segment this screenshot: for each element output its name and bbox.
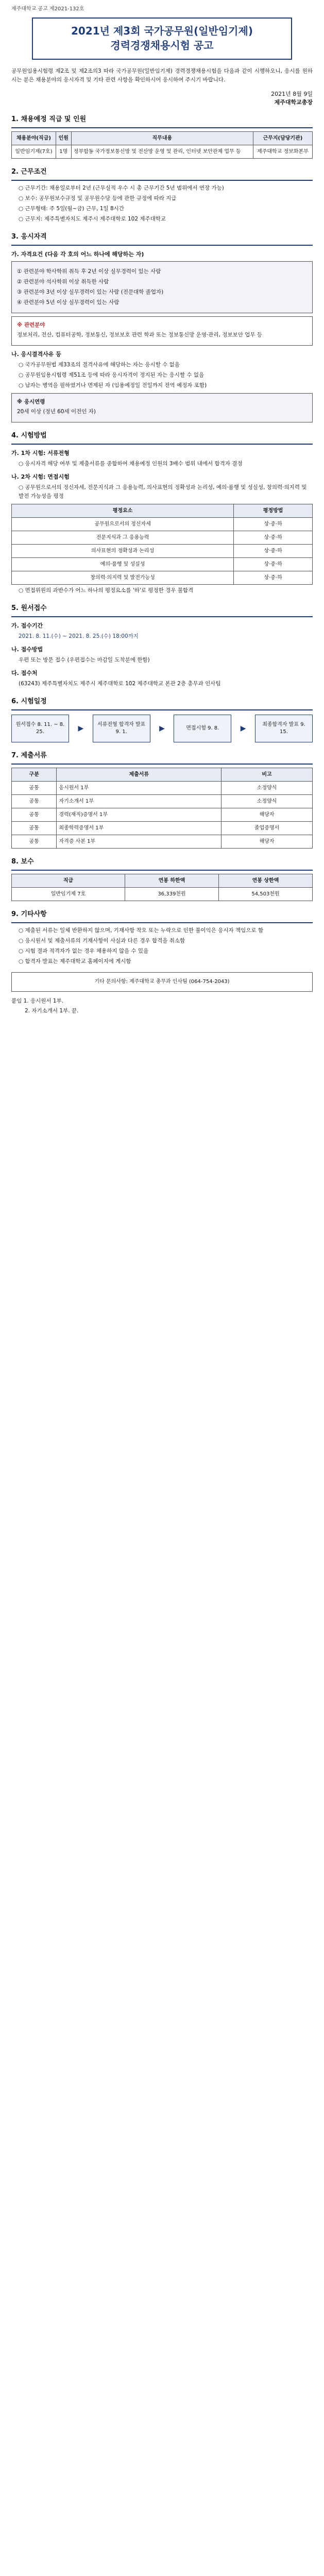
section-bar bbox=[11, 764, 313, 765]
application-method: 우편 또는 방문 접수 (우편접수는 마감일 도착분에 한함) bbox=[19, 657, 150, 663]
section-heading: 1. 채용예정 직급 및 인원 bbox=[11, 115, 87, 123]
list-item: ○ 공무원임용시험령 제51조 등에 따라 응시자격이 정지된 자는 응시할 수 없음 bbox=[19, 372, 204, 378]
table-header: 직급 bbox=[12, 874, 125, 888]
section-other bbox=[11, 908, 313, 966]
table-cell: 졸업증명서 bbox=[221, 822, 313, 835]
salary-table bbox=[11, 874, 313, 901]
list-item: ○ 근무형태: 주 5일(월~금) 근무, 1일 8시간 bbox=[19, 206, 124, 212]
title-line-1: 2021년 제3회 국가공무원(일반임기제) bbox=[71, 25, 253, 37]
list-item: ② 관련분야 석사학위 이상 취득한 사람 bbox=[17, 279, 109, 285]
subsection-heading: 나. 2차 시험: 면접시험 bbox=[11, 473, 70, 480]
schedule-step: 원서접수 8. 11. ~ 8. 25. bbox=[11, 715, 69, 742]
title-line-2: 경력경쟁채용시험 공고 bbox=[110, 39, 214, 52]
table-header: 평정요소 bbox=[12, 504, 234, 518]
list-item: ○ 합격자 발표는 제주대학교 홈페이지에 게시함 bbox=[19, 958, 131, 964]
section-heading: 2. 근무조건 bbox=[11, 168, 47, 176]
table-cell: 자격증 사본 1부 bbox=[57, 835, 221, 849]
contact-text: 기타 문의사항: 제주대학교 총무과 인사팀 (064-754-2043) bbox=[94, 979, 230, 985]
application-place: (63243) 제주특별자치도 제주시 제주대학로 102 제주대학교 본관 2층 총무과 인사팀 bbox=[19, 681, 221, 687]
table-cell: 36,339천원 bbox=[125, 888, 218, 901]
table-cell: 상·중·하 bbox=[234, 518, 313, 531]
section-application bbox=[11, 602, 313, 688]
notice-number: 제주대학교 공고 제2021-132호 bbox=[11, 6, 84, 12]
table-cell: 해당자 bbox=[221, 835, 313, 849]
list-item: ○ 제출된 서류는 일체 반환하지 않으며, 기재사항 착오 또는 누락으로 인한 불이익은 응시자 책임으로 함 bbox=[19, 927, 264, 934]
table-header: 채용분야(직급) bbox=[12, 132, 56, 145]
table-row bbox=[12, 808, 313, 822]
section-bar bbox=[11, 444, 313, 445]
table-row bbox=[12, 822, 313, 835]
table-cell: 1명 bbox=[56, 145, 71, 159]
notice-org: 제주대학교총장 bbox=[274, 99, 313, 106]
contact-box bbox=[11, 972, 313, 992]
section-salary bbox=[11, 856, 313, 901]
documents-table bbox=[11, 768, 313, 849]
table-row bbox=[12, 835, 313, 849]
table-cell: 의사표현의 정확성과 논리성 bbox=[12, 545, 234, 558]
table-cell: 일반임기제 7호 bbox=[12, 888, 125, 901]
subsection-heading: 다. 접수처 bbox=[11, 670, 38, 676]
interview-table bbox=[11, 504, 313, 585]
attachments bbox=[11, 997, 313, 1015]
section-bar bbox=[11, 922, 313, 923]
schedule-step: 면접시험 9. 8. bbox=[174, 715, 231, 742]
table-cell: 일반임기제(7호) bbox=[12, 145, 56, 159]
section-bar bbox=[11, 245, 313, 246]
table-cell: 최종학력증명서 1부 bbox=[57, 822, 221, 835]
positions-table bbox=[11, 131, 313, 159]
table-header: 직무내용 bbox=[71, 132, 253, 145]
list-item: ○ 시험 결과 적격자가 없는 경우 채용하지 않을 수 있음 bbox=[19, 948, 149, 954]
table-header: 근무지(담당기관) bbox=[253, 132, 312, 145]
list-item: ○ 남자는 병역을 필하였거나 면제된 자 (임용예정일 전일까지 전역 예정자 포함) bbox=[19, 382, 207, 388]
section-heading: 4. 시험방법 bbox=[11, 432, 47, 439]
subsection-heading: 나. 응시결격사유 등 bbox=[11, 351, 61, 358]
paragraph: ○ 면접위원의 과반수가 어느 하나의 평정요소를 '하'로 평정한 경우 불합격 bbox=[19, 587, 194, 594]
section-heading: 9. 기타사항 bbox=[11, 910, 47, 918]
table-cell: 공통 bbox=[12, 822, 57, 835]
table-header: 연봉 하한액 bbox=[125, 874, 218, 888]
section-bar bbox=[11, 709, 313, 710]
table-cell: 상·중·하 bbox=[234, 545, 313, 558]
table-row bbox=[12, 571, 313, 585]
section-heading: 6. 시험일정 bbox=[11, 698, 47, 705]
list-item: ○ 근무지: 제주특별자치도 제주시 제주대학로 102 제주대학교 bbox=[19, 216, 166, 222]
table-row bbox=[12, 558, 313, 571]
attachment-item: 2. 자기소개서 1부. 끝. bbox=[25, 1008, 79, 1014]
table-cell: 전문지식과 그 응용능력 bbox=[12, 531, 234, 545]
table-cell: 54,503천원 bbox=[218, 888, 312, 901]
list-item: ③ 관련분야 3년 이상 실무경력이 있는 사람 (전문대학 졸업자) bbox=[17, 289, 164, 295]
intro-text: 공무원임용시험령 제2조 및 제2조의3 따라 국가공무원(일반임기제) 경력경쟁채용시험을 다음과 같이 시행하오니, 응시를 원하시는 분은 채용분야의 응시자격 및 기타 관련 사항을 확인하시어 응시하여 주시기 바랍니다. bbox=[11, 68, 313, 83]
subsection-heading: 가. 1차 시험: 서류전형 bbox=[11, 450, 70, 456]
table-cell: 상·중·하 bbox=[234, 558, 313, 571]
table-cell: 소정양식 bbox=[221, 795, 313, 808]
note-text: 정보처리, 전산, 컴퓨터공학, 정보통신, 정보보호 관련 학과 또는 정보통신망 운영·관리, 정보보안 업무 등 bbox=[17, 332, 262, 338]
note-title: ※ 관련분야 bbox=[17, 322, 45, 328]
list-item: ① 관련분야 학사학위 취득 후 2년 이상 실무경력이 있는 사람 bbox=[17, 268, 161, 275]
note-title: ※ 응시연령 bbox=[17, 399, 45, 405]
attachment-item: 붙임 1. 응시원서 1부. bbox=[11, 998, 64, 1004]
age-note bbox=[11, 393, 313, 422]
arrow-right-icon: ▶ bbox=[159, 724, 165, 733]
subsection-heading: 가. 접수기간 bbox=[11, 622, 43, 629]
table-cell: 창의력·의지력 및 발전가능성 bbox=[12, 571, 234, 585]
table-header: 연봉 상한액 bbox=[218, 874, 312, 888]
table-cell: 상·중·하 bbox=[234, 531, 313, 545]
table-row bbox=[12, 145, 313, 159]
subsection-heading: 나. 접수방법 bbox=[11, 646, 43, 653]
table-header: 인원 bbox=[56, 132, 71, 145]
table-header: 비고 bbox=[221, 768, 313, 782]
section-bar bbox=[11, 870, 313, 871]
section-positions bbox=[11, 113, 313, 159]
section-eligibility bbox=[11, 231, 313, 422]
table-cell: 공통 bbox=[12, 782, 57, 795]
table-cell: 소정양식 bbox=[221, 782, 313, 795]
section-heading: 5. 원서접수 bbox=[11, 604, 47, 612]
title-box bbox=[32, 18, 292, 60]
table-cell: 공통 bbox=[12, 808, 57, 822]
schedule-step: 서류전형 합격자 발표 9. 1. bbox=[93, 715, 150, 742]
table-row bbox=[12, 888, 313, 901]
notice-date: 2021년 8월 9일 bbox=[271, 91, 313, 97]
table-cell: 제주대학교 정보화본부 bbox=[253, 145, 312, 159]
section-exam-method bbox=[11, 430, 313, 595]
table-row bbox=[12, 531, 313, 545]
table-cell: 상·중·하 bbox=[234, 571, 313, 585]
schedule-step: 최종합격자 발표 9. 15. bbox=[255, 715, 313, 742]
table-header: 제출서류 bbox=[57, 768, 221, 782]
table-header: 평정방법 bbox=[234, 504, 313, 518]
list-item: ○ 보수: 공무원보수규정 및 공무원수당 등에 관한 규정에 따라 지급 bbox=[19, 195, 177, 201]
paragraph: ○ 응시자격 해당 여부 및 제출서류를 종합하여 채용예정 인원의 3배수 범위 내에서 합격자 결정 bbox=[19, 461, 243, 467]
table-cell: 해당자 bbox=[221, 808, 313, 822]
table-cell: 응시원서 1부 bbox=[57, 782, 221, 795]
section-documents bbox=[11, 750, 313, 849]
section-conditions bbox=[11, 166, 313, 224]
requirements-box bbox=[11, 261, 313, 313]
section-bar bbox=[11, 127, 313, 128]
table-row bbox=[12, 795, 313, 808]
table-cell: 경력(재직)증명서 1부 bbox=[57, 808, 221, 822]
section-schedule bbox=[11, 696, 313, 742]
list-item: ④ 관련분야 5년 이상 실무경력이 있는 사람 bbox=[17, 299, 120, 306]
table-row bbox=[12, 518, 313, 531]
list-item: ○ 응시원서 및 제출서류의 기재사항이 사실과 다른 경우 합격을 취소함 bbox=[19, 938, 185, 944]
table-cell: 정부합동 국가정보통신망 및 전산망 운영 및 관리, 인터넷 보안관제 업무 등 bbox=[71, 145, 253, 159]
table-row bbox=[12, 545, 313, 558]
table-header: 구분 bbox=[12, 768, 57, 782]
section-heading: 3. 응시자격 bbox=[11, 233, 47, 241]
arrow-right-icon: ▶ bbox=[240, 724, 246, 733]
table-cell: 예의·품행 및 성실성 bbox=[12, 558, 234, 571]
paragraph: ○ 공무원으로서의 정신자세, 전문지식과 그 응용능력, 의사표현의 정확성과 논리성, 예의·품행 및 성실성, 창의력·의지력 및 발전 가능성을 평정 bbox=[19, 484, 307, 499]
application-period: 2021. 8. 11.(수) ~ 2021. 8. 25.(수) 18:00까지 bbox=[19, 633, 139, 639]
section-bar bbox=[11, 616, 313, 617]
subsection-heading: 가. 자격요건 (다음 각 호의 어느 하나에 해당하는 자) bbox=[11, 251, 144, 258]
arrow-right-icon: ▶ bbox=[78, 724, 84, 733]
section-heading: 8. 보수 bbox=[11, 858, 34, 866]
table-cell: 공무원으로서의 정신자세 bbox=[12, 518, 234, 531]
related-field-note bbox=[11, 316, 313, 346]
list-item: ○ 국가공무원법 제33조의 결격사유에 해당하는 자는 응시할 수 없음 bbox=[19, 362, 180, 368]
section-bar bbox=[11, 180, 313, 181]
section-heading: 7. 제출서류 bbox=[11, 752, 47, 759]
table-cell: 공통 bbox=[12, 795, 57, 808]
schedule-flow bbox=[11, 715, 313, 742]
table-row bbox=[12, 782, 313, 795]
table-cell: 자기소개서 1부 bbox=[57, 795, 221, 808]
list-item: ○ 근무기간: 채용일로부터 2년 (근무실적 우수 시 총 근무기간 5년 범위에서 연장 가능) bbox=[19, 185, 224, 191]
table-cell: 공통 bbox=[12, 835, 57, 849]
note-text: 20세 이상 (정년 60세 이전인 자) bbox=[17, 409, 96, 415]
